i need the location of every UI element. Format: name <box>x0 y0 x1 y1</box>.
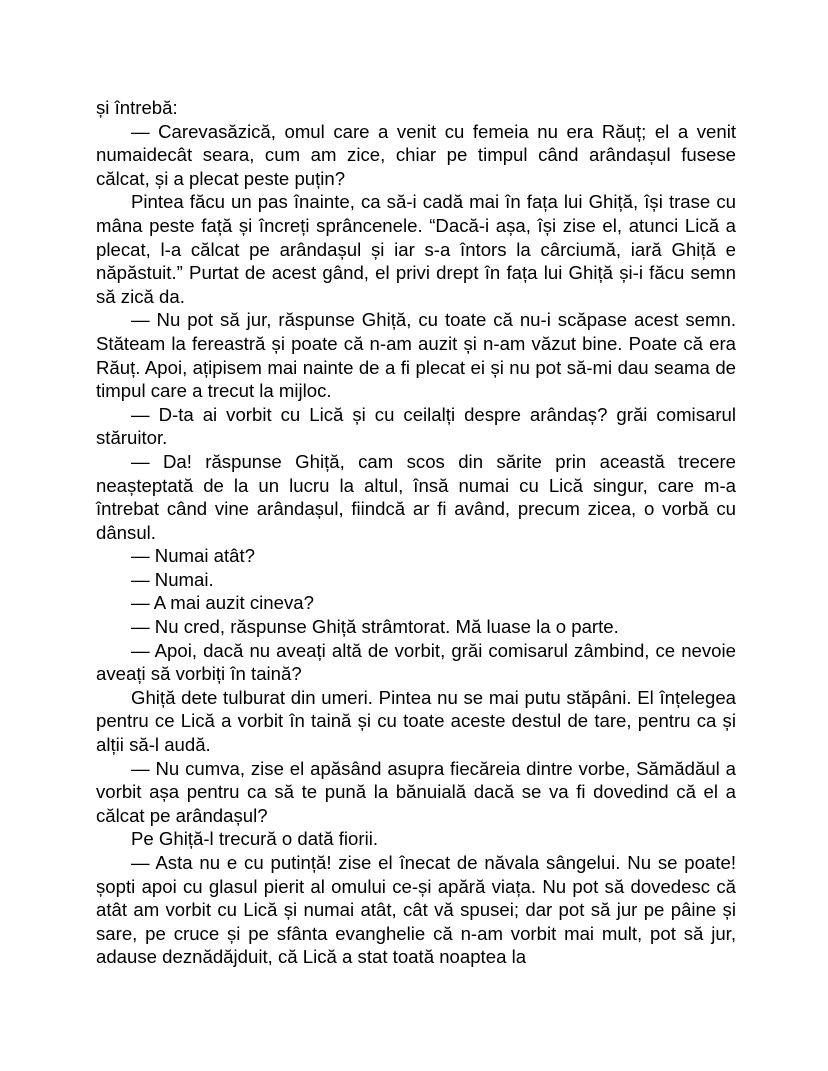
paragraph-2: — Carevasăzică, omul care a venit cu femeia nu era Răuț; el a venit numaidecât seara, cum am zice, chiar pe timpul când arândașul fusese călcat, și a plecat peste puțin? <box>96 120 736 189</box>
paragraph-5: — D-ta ai vorbit cu Lică și cu ceilalți despre arândaș? grăi comisarul stăruitor. <box>96 403 736 449</box>
paragraph-14: Pe Ghiță-l trecură o dată fiorii. <box>131 828 378 850</box>
paragraph-13: — Nu cumva, zise el apăsând asupra fiecăreia dintre vorbe, Sămădăul a vorbit așa pentru ca să te pună la bănuială dacă se va fi dovedind că el a călcat pe arândașul? <box>96 757 736 826</box>
paragraph-6: — Da! răspunse Ghiță, cam scos din sărite prin această trecere neașteptată de la un lucru la altul, însă numai cu Lică singur, care m-a întrebat când vine arândașul, fiindcă ar fi având, precum zicea, o vorbă cu dânsul. <box>96 450 736 543</box>
paragraph-12: Ghiță dete tulburat din umeri. Pintea nu se mai putu stăpâni. El înțelegea pentru ce Lică a vorbit în taină și cu toate aceste destul de tare, pentru ca și alții să-l audă. <box>96 686 736 756</box>
paragraph-15: — Asta nu e cu putință! zise el înecat de năvala sângelui. Nu se poate! șopti apoi cu glasul pierit al omului ce-și apără viața. Nu pot să dovedesc că atât am vorbit cu Lică și numai atât, cât vă spusei; dar pot să jur pe pâine și sare, pe cruce și pe sfânta evanghelie că n-am vorbit mai mult, pot să jur, adause deznădăjduit, că Lică a stat toată noaptea la <box>96 852 736 968</box>
paragraph-8: — Numai. <box>131 568 214 590</box>
paragraph-1: și întrebă: <box>96 97 178 118</box>
document-text <box>96 96 736 969</box>
paragraph-4: — Nu pot să jur, răspunse Ghiță, cu toate că nu-i scăpase acest semn. Stăteam la fereastră și poate că n-am auzit și n-am văzut bine. Poate că era Răuț. Apoi, ațipisem mai nainte de a fi plecat ei și nu pot să-mi dau seama de timpul care a trecut la mijloc. <box>96 309 736 402</box>
paragraph-11: — Apoi, dacă nu aveați altă de vorbit, grăi comisarul zâmbind, ce nevoie aveați să vorbiți în taină? <box>96 639 736 685</box>
paragraph-9: — A mai auzit cineva? <box>131 592 314 614</box>
paragraph-3: Pintea făcu un pas înainte, ca să-i cadă mai în fața lui Ghiță, își trase cu mâna peste față și încreți sprâncenele. “Dacă-i așa, își zise el, atunci Lică a plecat, l-a călcat pe arândașul și iar s-a întors la cârciumă, iară Ghiță e năpăstuit.” Purtat de acest gând, el privi drept în fața lui Ghiță și-i făcu semn să zică da. <box>96 191 736 307</box>
paragraph-10: — Nu cred, răspunse Ghiță strâmtorat. Mă luase la o parte. <box>131 616 619 638</box>
paragraph-7: — Numai atât? <box>131 545 256 567</box>
